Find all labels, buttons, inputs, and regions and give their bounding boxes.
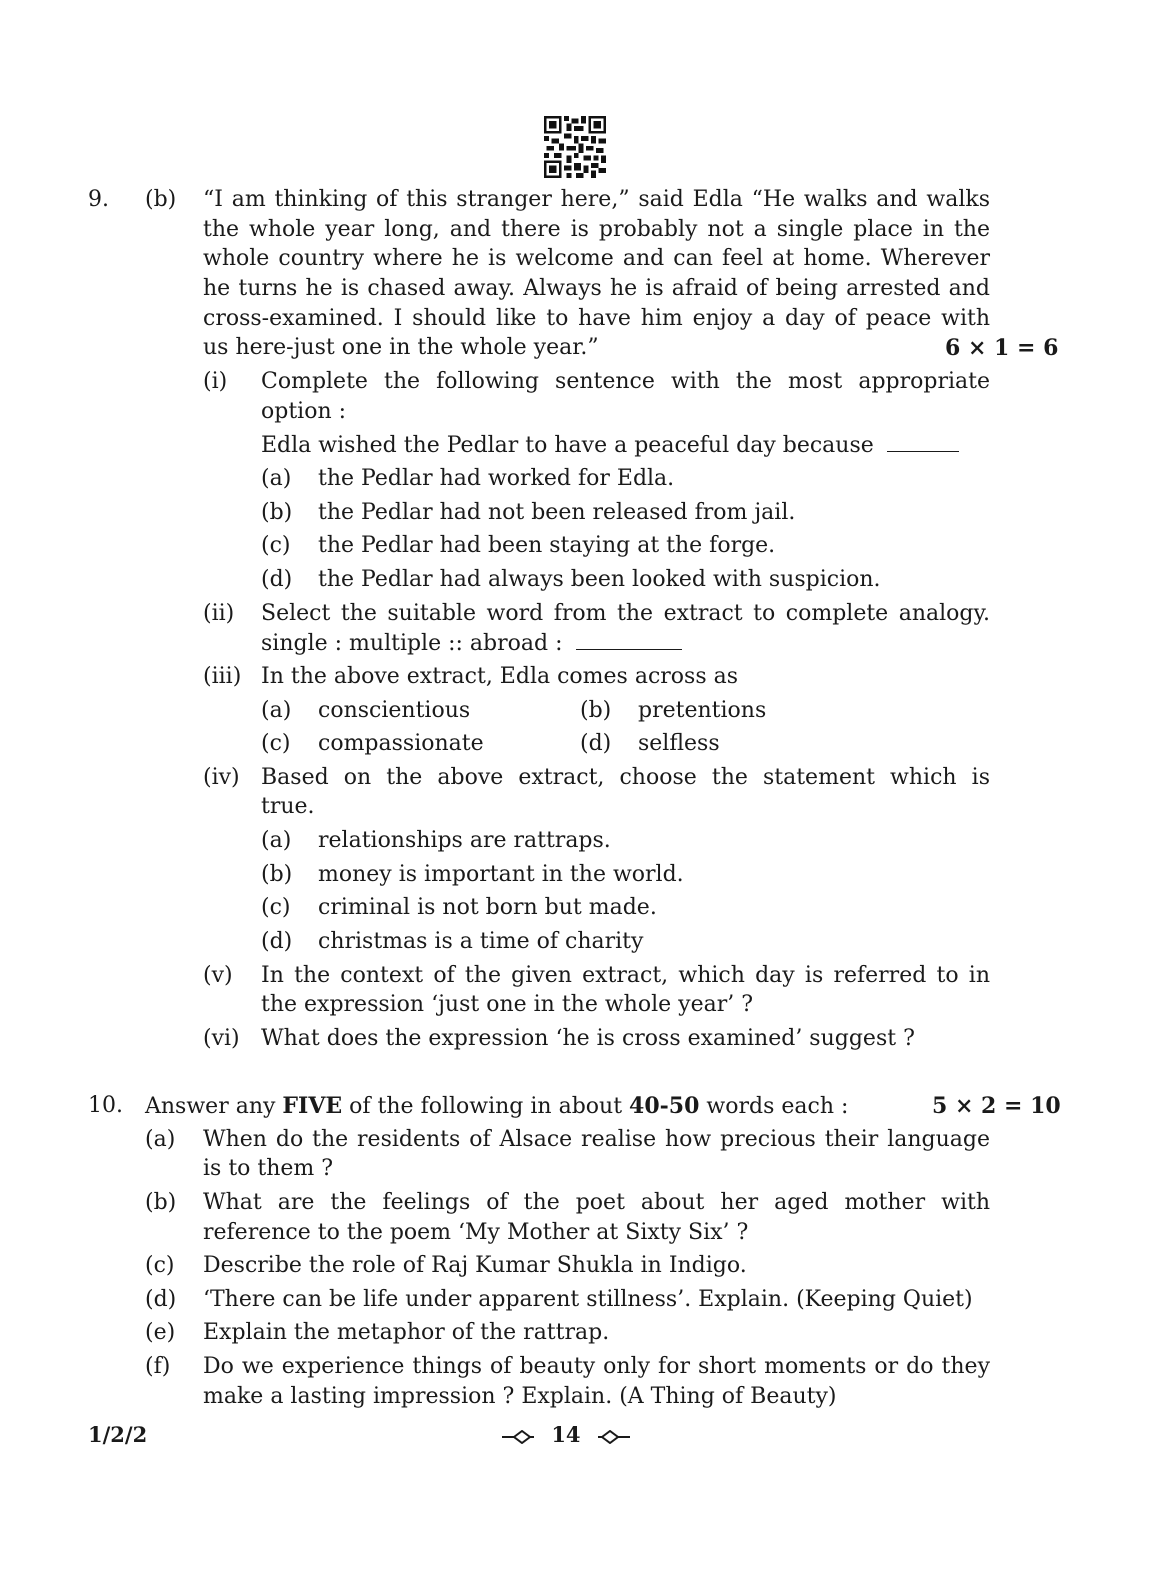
qr-code-icon (544, 116, 606, 178)
ornament-left-icon (500, 1430, 536, 1444)
option-label: (d) (261, 929, 293, 954)
stem-text: Edla wished the Pedlar to have a peaceful day because (261, 433, 874, 458)
sub-question-text: In the above extract, Edla comes across as (261, 664, 739, 689)
item-label: (e) (145, 1320, 176, 1345)
item-label: (d) (145, 1287, 177, 1312)
instruction-count: FIVE (282, 1093, 343, 1119)
option-label: (a) (261, 828, 292, 853)
page-number-block (500, 1420, 632, 1450)
question-9-marks: 6 × 1 = 6 (945, 335, 1059, 361)
item-label: (b) (145, 1190, 177, 1215)
sub-question-number: (v) (203, 963, 233, 988)
item-text: What are the feelings of the poet about her aged mother with (203, 1190, 990, 1215)
option-label: (a) (261, 698, 292, 723)
option-text: pretentions (638, 698, 767, 723)
answer-blank (887, 431, 959, 452)
option-text: criminal is not born but made. (318, 895, 657, 920)
option-label: (d) (580, 731, 612, 756)
sub-question-number: (vi) (203, 1026, 240, 1051)
item-label: (c) (145, 1253, 175, 1278)
option-label: (c) (261, 731, 291, 756)
sub-question-text: true. (261, 794, 315, 819)
extract-line: he turns he is chased away. Always he is afraid of being arrested and (203, 276, 990, 301)
option-text: compassionate (318, 731, 484, 756)
analogy-text: single : multiple :: abroad : (261, 631, 563, 656)
extract-line: whole country where he is welcome and can feel at home. Wherever (203, 246, 990, 271)
option-text: christmas is a time of charity (318, 929, 644, 954)
sub-question-number: (iv) (203, 765, 240, 790)
question-10-instruction (145, 1091, 848, 1122)
sub-question-text: Based on the above extract, choose the statement which is (261, 765, 990, 790)
option-text: money is important in the world. (318, 862, 684, 887)
option-label: (c) (261, 895, 291, 920)
instruction-text: words each : (699, 1094, 849, 1119)
sub-question-text: option : (261, 399, 347, 424)
question-10-number: 10. (88, 1093, 123, 1118)
extract-line: cross-examined. I should like to have him enjoy a day of peace with (203, 306, 990, 331)
sub-question-number: (iii) (203, 664, 242, 689)
item-text: Describe the role of Raj Kumar Shukla in Indigo. (203, 1253, 747, 1278)
option-label: (b) (580, 698, 612, 723)
instruction-text: of the following in about (342, 1094, 630, 1119)
sub-question-text: the expression ‘just one in the whole year’ ? (261, 992, 754, 1017)
sub-question-number: (ii) (203, 601, 235, 626)
question-10-marks: 5 × 2 = 10 (932, 1093, 1061, 1119)
page-number: 14 (551, 1422, 581, 1447)
extract-line: “I am thinking of this stranger here,” said Edla “He walks and walks (203, 187, 990, 212)
instruction-text: Answer any (145, 1094, 283, 1119)
item-text: Do we experience things of beauty only for short moments or do they (203, 1354, 990, 1379)
item-text: ‘There can be life under apparent stillness’. Explain. (Keeping Quiet) (203, 1287, 973, 1312)
option-label: (d) (261, 567, 293, 592)
instruction-word-limit: 40-50 (629, 1093, 700, 1119)
sub-question-text: What does the expression ‘he is cross examined’ suggest ? (261, 1026, 915, 1051)
option-text: conscientious (318, 698, 471, 723)
option-text: the Pedlar had worked for Edla. (318, 466, 675, 491)
item-label: (f) (145, 1354, 171, 1379)
item-text: make a lasting impression ? Explain. (A Thing of Beauty) (203, 1384, 837, 1409)
option-text: selfless (638, 731, 720, 756)
option-text: the Pedlar had always been looked with suspicion. (318, 567, 881, 592)
sub-question-analogy (261, 629, 682, 659)
extract-line: us here-just one in the whole year.” (203, 335, 599, 360)
paper-code: 1/2/2 (88, 1422, 148, 1447)
item-text: When do the residents of Alsace realise how precious their language (203, 1127, 990, 1152)
option-text: relationships are rattraps. (318, 828, 611, 853)
sub-question-number: (i) (203, 369, 228, 394)
sub-question-text: Complete the following sentence with the most appropriate (261, 369, 990, 394)
item-text: is to them ? (203, 1156, 334, 1181)
answer-blank (576, 629, 682, 650)
option-label: (a) (261, 466, 292, 491)
option-text: the Pedlar had been staying at the forge. (318, 533, 776, 558)
option-label: (b) (261, 500, 293, 525)
option-text: the Pedlar had not been released from jail. (318, 500, 796, 525)
sub-question-stem (261, 431, 959, 461)
sub-question-text: Select the suitable word from the extract to complete analogy. (261, 601, 990, 626)
extract-line: the whole year long, and there is probably not a single place in the (203, 217, 990, 242)
question-9-number: 9. (88, 187, 109, 212)
sub-question-text: In the context of the given extract, which day is referred to in (261, 963, 990, 988)
ornament-right-icon (596, 1430, 632, 1444)
item-text: reference to the poem ‘My Mother at Sixty Six’ ? (203, 1220, 749, 1245)
option-label: (c) (261, 533, 291, 558)
question-9-part: (b) (145, 187, 177, 212)
item-text: Explain the metaphor of the rattrap. (203, 1320, 610, 1345)
item-label: (a) (145, 1127, 176, 1152)
option-label: (b) (261, 862, 293, 887)
